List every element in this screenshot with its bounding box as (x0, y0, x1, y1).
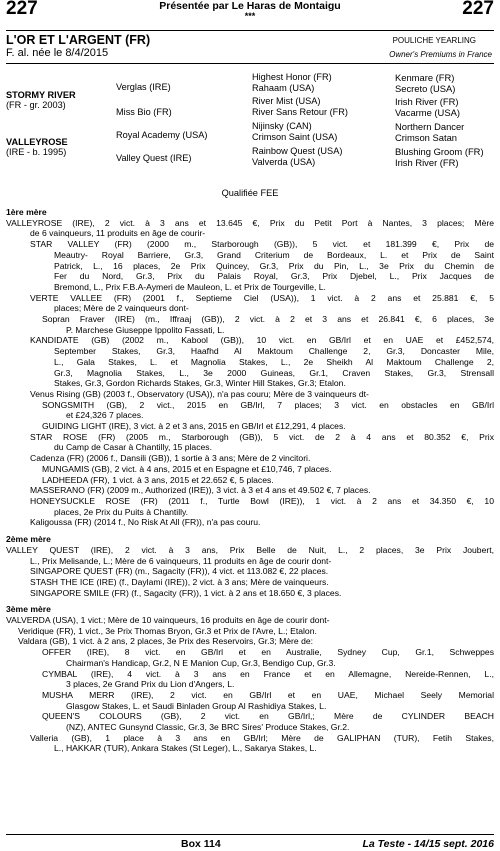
record-line: places; Mère de 2 vainqueurs dont- (54, 303, 189, 314)
record-line: 3 places, 2e Grand Prix du Lion d'Angers, L. (66, 679, 235, 690)
great-grandparent-6: Crimson Saint (USA) (252, 132, 338, 142)
page-footer (6, 838, 494, 851)
fourth-gen-6: Crimson Satan (395, 132, 458, 143)
record-line: MASSERANO (FR) (2009 m., Authorized (IRE)), 3 vict. à 3 et 4 ans et 49.502 €, 7 places. (30, 485, 371, 496)
grandparent-2: Miss Bio (FR) (116, 107, 172, 117)
pedigree-rule (6, 63, 494, 64)
fourth-gen-4: Vacarme (USA) (395, 107, 460, 118)
header-rule (6, 30, 494, 31)
sire-info: (FR - gr. 2003) (6, 100, 66, 110)
record-line: LADHEEDA (FR), 1 vict. à 3 ans, 2015 et 22.652 €, 5 places. (42, 474, 274, 485)
great-grandparent-7: Rainbow Quest (USA) (252, 146, 343, 156)
grandparent-3: Royal Academy (USA) (116, 130, 208, 140)
section-first-dam: 1ère mère (6, 207, 47, 217)
record-line: MUSHA MERR (IRE), 2 vict. en GB/Irl et en UAE, Michael Seely Memorial (42, 689, 494, 700)
record-line: L., HAKKAR (TUR), Ankara Stakes (St Leger), L., Sakarya Stakes, L. (54, 743, 317, 754)
record-line: de 6 vainqueurs, 11 produits en âge de courir- (30, 228, 206, 239)
record-line: places, 2e Prix du Puits à Chantilly. (54, 506, 189, 517)
record-line: SINGAPORE SMILE (FR) (f., Sagacity (FR)), 1 vict. à 2 ans et 18.650 €, 3 places. (30, 587, 342, 598)
record-line: QUEEN'S COLOURS (GB), 2 vict. en GB/Irl,; Mère de CYLINDER BEACH (42, 711, 494, 722)
qualification: Qualifiée FEE (221, 188, 279, 198)
record-line: L., Prix Melisande, L.; Mère de 6 vainqueurs, 11 produits en âge de courir dont- (30, 555, 332, 566)
stars: *** (244, 11, 256, 21)
record-line: SINGAPORE QUEST (FR) (m., Sagacity (FR)), 4 vict. et 113.082 €, 22 places. (30, 566, 329, 577)
record-line: OFFER (IRE), 8 vict. en GB/Irl et en Australie, Sydney Cup, Gr.1, Schweppes (42, 647, 494, 658)
fourth-gen-1: Kenmare (FR) (395, 72, 455, 83)
record-line: CYMBAL (IRE), 4 vict. à 3 ans en France et en Allemagne, Nereide-Rennen, L., (42, 668, 494, 679)
dam-info: (IRE - b. 1995) (6, 147, 67, 157)
record-line: Valleria (GB), 1 place à 3 ans en GB/Irl; Mère de GALIPHAN (TUR), Fetih Stakes, (30, 732, 494, 743)
record-line: VALLEY QUEST (IRE), 2 vict. à 3 ans, Prix Belle de Nuit, L., 2 places, 3e Prix Joubert, (6, 544, 494, 555)
record-line: du Camp de Casar à Chantilly, 15 places. (54, 442, 212, 453)
great-grandparent-8: Valverda (USA) (252, 157, 316, 167)
record-line: VALLEYROSE (IRE), 2 vict. à 3 ans et 13.645 €, Prix du Petit Port à Nantes, 3 places; Mère (6, 217, 494, 228)
record-line: L., Gala Stakes, L. et Magnolia Stakes, L., 2e Sheikh Al Maktoum Challenge 2, (54, 356, 494, 367)
record-line: STAR VALLEY (FR) (2000 m., Starborough (GB)), 5 vict. et 181.399 €, Prix de (30, 239, 494, 250)
record-line: STASH THE ICE (IRE) (f., Daylami (IRE)), 2 vict. à 3 ans; Mère de vainqueurs. (30, 576, 329, 587)
fourth-gen-5: Northern Dancer (395, 121, 465, 132)
page-header (6, 0, 494, 26)
record-line: HONEYSUCKLE ROSE (FR) (2011 f., Turtle Bowl (IRE)), 1 vict. à 2 ans et 34.350 €, 10 (30, 495, 494, 506)
fourth-gen-2: Secreto (USA) (395, 83, 456, 94)
lot-number-right: 227 (462, 0, 494, 19)
record-line: Venus Rising (GB) (2003 f., Observatory (USA)), n'a pas couru; Mère de 3 vainqueurs dt- (30, 388, 369, 399)
sale-place-date: La Teste - 14/15 sept. 2016 (362, 838, 494, 850)
record-line: Glasgow Stakes, L. et Saudi Binladen Group Al Rashidiya Stakes, L. (66, 700, 327, 711)
great-grandparent-1: Highest Honor (FR) (252, 72, 332, 82)
record-line: STAR ROSE (FR) (2005 m., Starborough (GB)), 5 vict. de 2 à 4 ans et 80.352 €, Prix (30, 431, 494, 442)
sex-label: POULICHE YEARLING (392, 36, 476, 45)
record-line: P. Marchese Giuseppe Ippolito Fassati, L. (66, 324, 225, 335)
record-line: MUNGAMIS (GB), 2 vict. à 4 ans, 2015 et en Espagne et £10,746, 7 places. (42, 463, 332, 474)
record-line: Chairman's Handicap, Gr.2, N E Manion Cup, Gr.3, Bendigo Cup, Gr.3. (66, 657, 336, 668)
section-second-dam: 2ème mère (6, 534, 51, 545)
record-line: Meautry- Royal Barriere, Gr.3, Grand Criterium de Bordeaux, L. et Prix de Saint (54, 249, 494, 260)
record-line: GUIDING LIGHT (IRE), 3 vict. à 2 et 3 ans, 2015 en GB/Irl et £12,291, 4 places. (42, 421, 346, 432)
horse-name: L'OR ET L'ARGENT (FR) (6, 33, 151, 47)
section-third-dam: 3ème mère (6, 604, 51, 615)
record-line: Bremond, L., Prix F.B.A-Aymeri de Mauleon, L. et Prix de Tourgeville, L. (54, 281, 326, 292)
record-line: Sopran Fraver (IRE) (m., Iffraaj (GB)), 2 vict. à 2 et 3 ans et 26.841 €, 6 places, 3e (42, 314, 494, 325)
record-line: Kaligoussa (FR) (2014 f., No Risk At All (FR)), n'a pas couru. (30, 517, 261, 528)
sire-name: STORMY RIVER (6, 90, 76, 100)
great-grandparent-3: River Mist (USA) (252, 96, 321, 106)
lot-number-left: 227 (6, 0, 38, 19)
record-line: (NZ), ANTEC Gunsynd Classic, Gr.3, 3e BRC Sires' Produce Stakes, Gr.2. (66, 722, 350, 733)
record-line: Patrick, L., 16 places, 2e Prix Quincey, Gr.3, Prix du Pin, L., 3e Prix du Chemin de (54, 260, 494, 271)
fourth-gen-3: Irish River (FR) (395, 96, 459, 107)
consignor: Présentée par Le Haras de Montaigu (159, 0, 341, 12)
fourth-gen-8: Irish River (FR) (395, 157, 459, 168)
footer-rule (6, 834, 494, 835)
grandparent-4: Valley Quest (IRE) (116, 153, 192, 163)
record-line: Cadenza (FR) (2006 f., Dansili (GB)), 1 sortie à 3 ans; Mère de 2 vincitori. (30, 453, 311, 464)
record-line: Gr.3, Magnolia Stakes, L., 3e 2000 Guineas, Gr.1, Craven Stakes, Gr.3, Strensall (54, 367, 494, 378)
record-line: VALVERDA (USA), 1 vict.; Mère de 10 vainqueurs, 16 produits en âge de courir dont- (6, 615, 330, 626)
record-line: KANDIDATE (GB) (2002 m., Kabool (GB)), 10 vict. en GB/Irl et en UAE et £452,574, (30, 335, 494, 346)
dam-name: VALLEYROSE (6, 137, 68, 147)
fourth-gen-7: Blushing Groom (FR) (395, 146, 484, 157)
record-line: September Stakes, Gr.3, Haafhd Al Maktoum Challenge 2, Gr.3, Doncaster Mile, (54, 346, 494, 357)
great-grandparent-5: Nijinsky (CAN) (252, 121, 312, 131)
record-line: Stakes, Gr.3, Gordon Richards Stakes, Gr.3, Winter Hill Stakes, Gr.3; Etalon. (54, 378, 346, 389)
record-line: Veridique (FR), 1 vict., 3e Prix Thomas Bryon, Gr.3 et Prix de l'Avre, L.; Etalon. (18, 625, 317, 636)
record-line: SONGSMITH (GB), 2 vict., 2015 en GB/Irl, 7 places; 3 vict. en obstacles en GB/Irl (42, 399, 494, 410)
horse-description: F. al. née le 8/4/2015 (6, 47, 109, 59)
record-line: Valdara (GB), 1 vict. à 2 ans, 2 places, 3e Prix des Reservoirs, Gr.3; Mère de: (18, 636, 314, 647)
record-line: VERTE VALLEE (FR) (2001 f., Septieme Ciel (USA)), 1 vict. à 2 ans et 25.881 €, 5 (30, 292, 494, 303)
great-grandparent-2: Rahaam (USA) (252, 83, 315, 93)
owners-premiums: Owner's Premiums in France (389, 50, 492, 59)
box-number: Box 114 (181, 838, 221, 850)
produce-record (6, 206, 494, 754)
great-grandparent-4: River Sans Retour (FR) (252, 107, 348, 117)
record-line: et £24,326 7 places. (66, 410, 144, 421)
grandparent-1: Verglas (IRE) (116, 82, 171, 92)
record-line: Fer du Nord, Gr.3, Prix du Palais Royal, Gr.3, Prix Djebel, L., Prix Jacques de (54, 271, 494, 282)
